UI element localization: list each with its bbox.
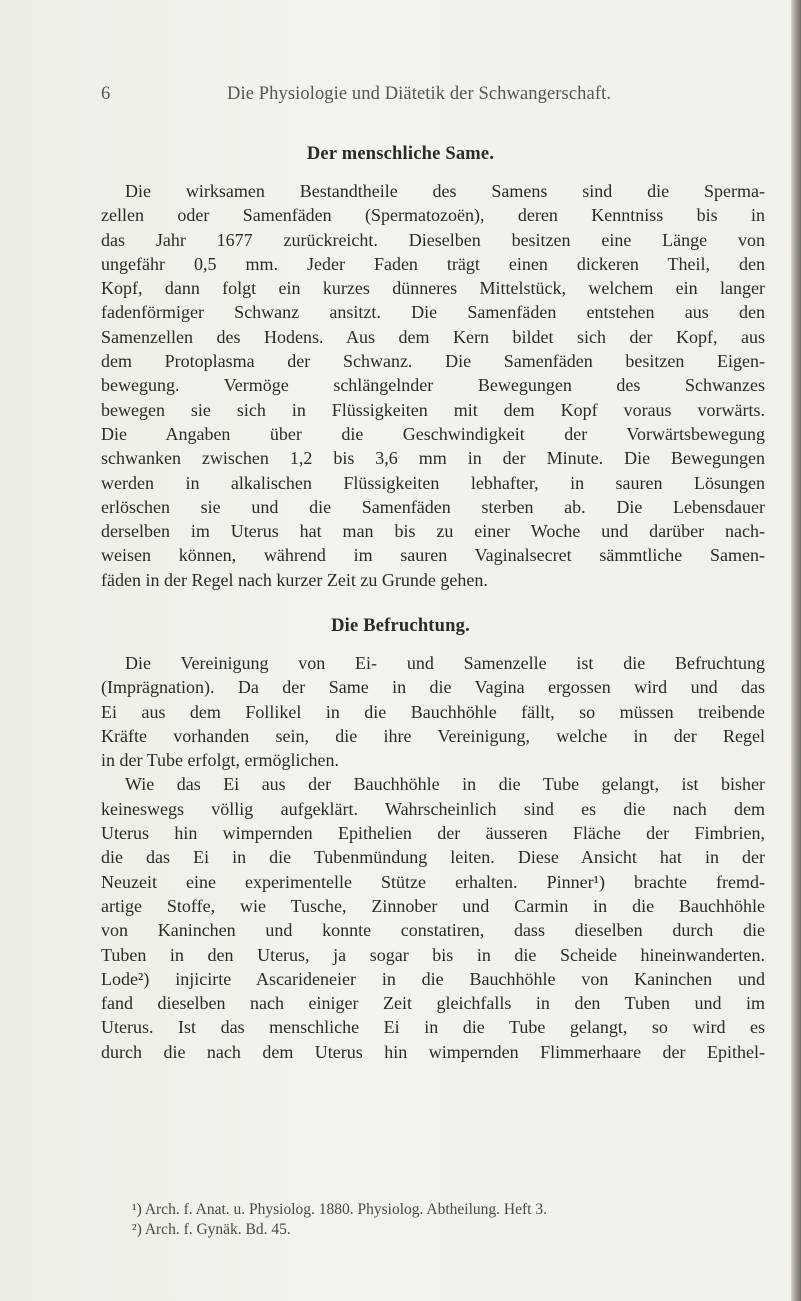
running-title: Die Physiologie und Diätetik der Schwangerschaft. — [227, 84, 612, 104]
text-line: durch die nach dem Uterus hin wimpernden Flimmerhaare der Epithel- — [101, 1041, 765, 1062]
page-number: 6 — [101, 84, 111, 104]
footnotes — [132, 1200, 547, 1240]
text-line: fadenförmiger Schwanz ansitzt. Die Samenfäden entstehen aus den — [101, 302, 765, 323]
text-line: Die Vereinigung von Ei- und Samenzelle ist die Befruchtung — [125, 653, 765, 673]
book-spine-edge — [791, 0, 801, 1301]
footnote: ¹) Arch. f. Anat. u. Physiolog. 1880. Physiolog. Abtheilung. Heft 3. — [132, 1201, 547, 1218]
text-line: (Imprägnation). Da der Same in die Vagina ergossen wird und das — [101, 677, 765, 698]
text-line: Kräfte vorhanden sein, die ihre Vereinigung, welche in der Regel — [101, 725, 765, 746]
text-line: Tuben in den Uterus, ja sogar bis in die Scheide hineinwanderten. — [101, 944, 765, 965]
text-line: weisen können, während im sauren Vaginalsecret sämmtliche Samen- — [101, 545, 765, 566]
text-line: Lode²) injicirte Ascarideneier in die Bauchhöhle von Kaninchen und — [101, 968, 765, 989]
text-line: dem Protoplasma der Schwanz. Die Samenfäden besitzen Eigen- — [101, 351, 765, 372]
footnote: ²) Arch. f. Gynäk. Bd. 45. — [132, 1221, 291, 1238]
text-line: bewegung. Vermöge schlängelnder Bewegungen des Schwanzes — [101, 375, 765, 396]
text-line: zellen oder Samenfäden (Spermatozoën), deren Kenntniss bis in — [101, 205, 765, 226]
text-line: Die Angaben über die Geschwindigkeit der Vorwärtsbewegung — [101, 423, 765, 444]
text-line: Ei aus dem Follikel in die Bauchhöhle fällt, so müssen treibende — [101, 701, 765, 722]
text-line: ungefähr 0,5 mm. Jeder Faden trägt einen dickeren Theil, den — [101, 253, 765, 274]
text-line: Die wirksamen Bestandtheile des Samens sind die Sperma- — [125, 181, 765, 201]
section-body-same — [101, 179, 765, 592]
page-header — [101, 84, 761, 108]
text-line: Uterus hin wimpernden Epithelien der äusseren Fläche der Fimbrien, — [101, 823, 765, 844]
text-line: Wie das Ei aus der Bauchhöhle in die Tube gelangt, ist bisher — [125, 774, 765, 795]
text-line: in der Tube erfolgt, ermöglichen. — [101, 750, 339, 771]
text-line: die das Ei in die Tubenmündung leiten. Diese Ansicht hat in der — [101, 847, 765, 868]
section-body-befruchtung — [101, 651, 765, 1064]
text-line: Neuzeit eine experimentelle Stütze erhalten. Pinner¹) brachte fremd- — [101, 871, 765, 892]
text-line: schwanken zwischen 1,2 bis 3,6 mm in der Minute. Die Bewegungen — [101, 448, 765, 469]
section-heading-same: Der menschliche Same. — [306, 144, 495, 164]
text-line: erlöschen sie und die Samenfäden sterben ab. Die Lebensdauer — [101, 496, 765, 517]
text-line: keineswegs völlig aufgeklärt. Wahrscheinlich sind es die nach dem — [101, 798, 765, 819]
text-line: artige Stoffe, wie Tusche, Zinnober und Carmin in die Bauchhöhle — [101, 895, 765, 916]
text-line: Uterus. Ist das menschliche Ei in die Tube gelangt, so wird es — [101, 1017, 765, 1038]
text-line: werden in alkalischen Flüssigkeiten lebhafter, in sauren Lösungen — [101, 472, 765, 493]
section-heading-befruchtung: Die Befruchtung. — [331, 616, 470, 636]
text-line: Samenzellen des Hodens. Aus dem Kern bildet sich der Kopf, aus — [101, 326, 765, 347]
text-line: fäden in der Regel nach kurzer Zeit zu Grunde gehen. — [101, 569, 488, 590]
text-line: bewegen sie sich in Flüssigkeiten mit dem Kopf voraus vorwärts. — [101, 399, 765, 420]
text-line: Kopf, dann folgt ein kurzes dünneres Mittelstück, welchem ein langer — [101, 278, 765, 299]
text-line: von Kaninchen und konnte constatiren, dass dieselben durch die — [101, 920, 765, 941]
text-line: derselben im Uterus hat man bis zu einer Woche und darüber nach- — [101, 521, 765, 542]
text-line: das Jahr 1677 zurückreicht. Dieselben besitzen eine Länge von — [101, 229, 765, 250]
text-line: fand dieselben nach einiger Zeit gleichfalls in den Tuben und im — [101, 993, 765, 1014]
